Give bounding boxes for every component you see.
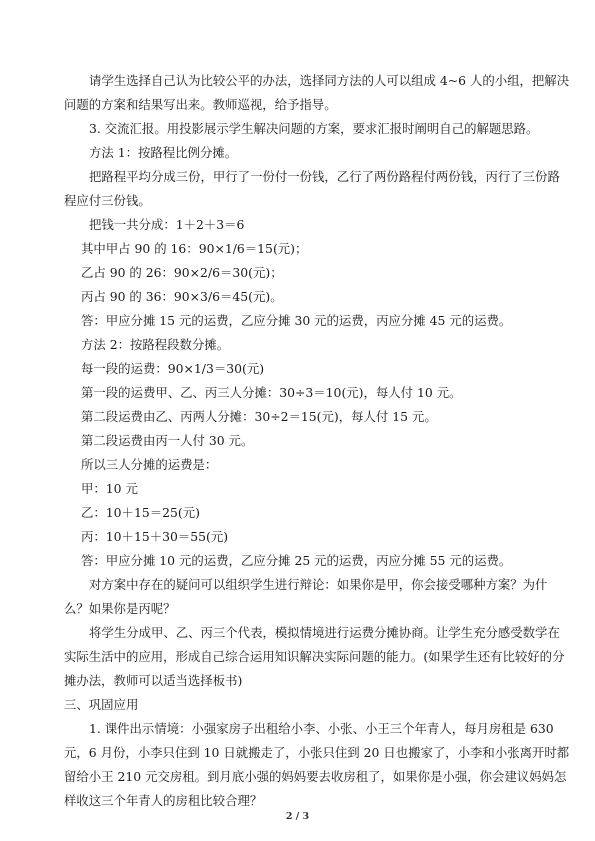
text-line: 摊办法，教师可以适当选择板书) [64, 673, 243, 688]
text-line: 乙占 90 的 26：90×2/6＝30(元)； [81, 265, 283, 280]
text-line: 实际生活中的应用，形成自己综合运用知识解决实际问题的能力。(如果学生还有比较好的分 [64, 649, 565, 664]
text-line: 第一段的运费甲、乙、丙三人分摊：30÷3＝10(元)，每人付 10 元。 [81, 385, 462, 400]
text-line: 第二段运费由乙、丙两人分摊：30÷2＝15(元)，每人付 15 元。 [81, 409, 437, 424]
text-line: 丙：10＋15＋30＝55(元) [81, 529, 229, 544]
text-line: 1. 课件出示情境：小强家房子出租给小李、小张、小王三个年青人，每月房租是 630 [89, 721, 554, 736]
text-line: 程应付三份钱。 [64, 193, 151, 208]
text-line: 丙占 90 的 36：90×3/6＝45(元)。 [81, 289, 283, 304]
page-number: 2 / 3 [285, 811, 310, 822]
text-line: 把路程平均分成三份，甲行了一份付一份钱，乙行了两份路程付两份钱，丙行了三份路 [89, 169, 560, 184]
text-line: 乙：10＋15＝25(元) [81, 505, 200, 520]
text-line: 把钱一共分成：1＋2＋3＝6 [89, 217, 245, 232]
text-line: 对方案中存在的疑问可以组织学生进行辩论：如果你是甲，你会接受哪种方案？为什 [89, 577, 548, 592]
text-line: 问题的方案和结果写出来。教师巡视，给予指导。 [64, 97, 337, 112]
text-line: 请学生选择自己认为比较公平的办法，选择同方法的人可以组成 4~6 人的小组，把解决 [89, 73, 570, 88]
text-line: 将学生分成甲、乙、丙三个代表，模拟情境进行运费分摊协商。让学生充分感受数学在 [89, 625, 560, 640]
text-line: 其中甲占 90 的 16：90×1/6＝15(元)； [81, 241, 308, 256]
text-line: 第二段运费由丙一人付 30 元。 [81, 433, 254, 448]
text-line: 元，6 月份，小李只住到 10 日就搬走了，小张只住到 20 日也搬家了，小李和小张离开时都 [64, 745, 570, 760]
text-line: 样收这三个年青人的房租比较合理？ [64, 793, 263, 808]
text-line: 甲：10 元 [81, 481, 138, 496]
text-line: 么？如果你是丙呢？ [64, 601, 176, 616]
text-line: 3. 交流汇报。用投影展示学生解决问题的方案，要求汇报时阐明自己的解题思路。 [89, 121, 539, 136]
text-line: 答：甲应分摊 10 元的运费，乙应分摊 25 元的运费，丙应分摊 55 元的运费。 [81, 553, 512, 568]
text-line: 答：甲应分摊 15 元的运费，乙应分摊 30 元的运费，丙应分摊 45 元的运费。 [81, 313, 512, 328]
text-line: 方法 1：按路程比例分摊。 [89, 145, 238, 160]
text-line: 方法 2：按路程段数分摊。 [81, 337, 230, 352]
text-line: 所以三人分摊的运费是： [81, 457, 218, 472]
text-line: 留给小王 210 元交房租。到月底小强的妈妈要去收房租了，如果你是小强，你会建议妈妈怎 [64, 769, 567, 784]
text-line: 每一段的运费：90×1/3＝30(元) [81, 361, 265, 376]
section-heading: 三、巩固应用 [64, 697, 139, 712]
